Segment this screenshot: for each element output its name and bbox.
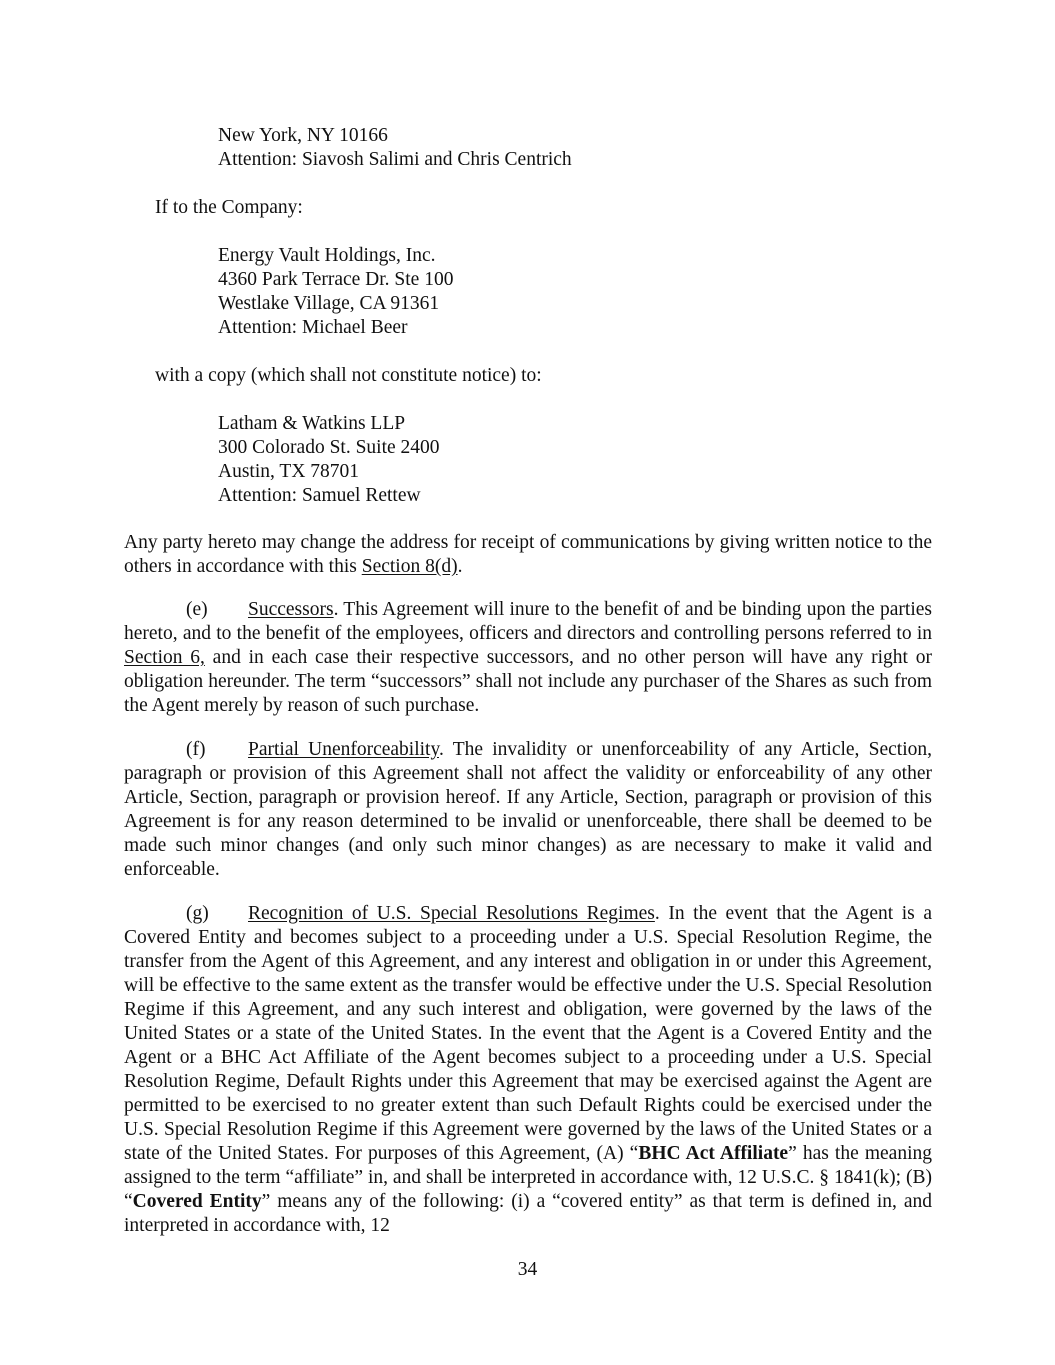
section-text: and in each case their respective successors, and no other person will have any right or obligation hereunder. The term “successors” shall not include any purchaser of the Shares as such from the Agent merely by reason of such purchase. [124, 647, 932, 716]
section-reference: Section 6, [124, 647, 205, 668]
agent-address-city: New York, NY 10166 [218, 125, 388, 146]
defined-term: Covered Entity [132, 1191, 262, 1212]
copy-street: 300 Colorado St. Suite 2400 [218, 437, 440, 458]
section-text: ” means any of the following: (i) a “covered entity” as that term is defined in, and interpreted in accordance with, 12 [124, 1191, 933, 1236]
section-heading: Successors [248, 599, 334, 620]
copy-name: Latham & Watkins LLP [218, 413, 406, 434]
company-city: Westlake Village, CA 91361 [218, 293, 440, 314]
section-text: ” has the meaning assigned to the term “affiliate” in, and shall be interpreted in accordance with, 12 U.S.C. § 1841(k); (B) “ [124, 1143, 932, 1212]
section-text: . This Agreement will inure to the benefit of and be binding upon the parties hereto, and to the benefit of the employees, officers and directors and controlling persons referred to in [124, 599, 932, 644]
copy-attention: Attention: Samuel Rettew [218, 485, 421, 506]
company-name: Energy Vault Holdings, Inc. [218, 245, 436, 266]
copy-intro: with a copy (which shall not constitute notice) to: [155, 365, 542, 386]
page-number: 34 [517, 1259, 538, 1280]
section-number: (g) [186, 903, 209, 924]
agent-address-attention: Attention: Siavosh Salimi and Chris Centrich [218, 149, 572, 170]
company-intro: If to the Company: [155, 197, 303, 218]
change-address-text: Any party hereto may change the address for receipt of communications by giving written notice to the others in accordance with this [124, 532, 932, 577]
defined-term: BHC Act Affiliate [638, 1143, 789, 1164]
change-address-paragraph [124, 531, 932, 579]
section-text: . In the event that the Agent is a Covered Entity and becomes subject to a proceeding under a U.S. Special Resolution Regime, the transfer from the Agent of this Agreement, and any interest and obligation in or under this Agreement, will be effective to the same extent as the transfer would be effective under the U.S. Special Resolution Regime if this Agreement, and any such interest and obligation, were governed by the laws of the United States or a state of the United States. In the event that the Agent is a Covered Entity and the Agent or a BHC Act Affiliate of the Agent becomes subject to a proceeding under a U.S. Special Resolution Regime, Default Rights under this Agreement that may be exercised against the Agent are permitted to be exercised to no greater extent than such Default Rights could be exercised under the U.S. Special Resolution Regime if this Agreement were governed by the laws of the United States or a state of the United States. For purposes of this Agreement, (A) “ [124, 903, 932, 1164]
section-heading: Partial Unenforceability [248, 739, 439, 760]
section-text: . The invalidity or unenforceability of any Article, Section, paragraph or provision of this Agreement shall not affect the validity or enforceability of any other Article, Section, paragraph or provision hereof. If any Article, Section, paragraph or provision of this Agreement is for any reason determined to be invalid or unenforceable, there shall be deemed to be made such minor changes (and only such minor changes) as are necessary to make it valid and enforceable. [124, 739, 932, 880]
section-f-paragraph [124, 738, 932, 882]
copy-city: Austin, TX 78701 [218, 461, 360, 482]
section-g-paragraph [124, 902, 932, 1238]
section-number: (e) [186, 599, 208, 620]
company-attention: Attention: Michael Beer [218, 317, 408, 338]
change-address-text-end: . [457, 556, 463, 577]
section-heading: Recognition of U.S. Special Resolutions Regimes [248, 903, 655, 924]
section-e-paragraph [124, 598, 932, 718]
section-reference: Section 8(d) [361, 556, 458, 577]
company-street: 4360 Park Terrace Dr. Ste 100 [218, 269, 454, 290]
section-number: (f) [186, 739, 206, 760]
